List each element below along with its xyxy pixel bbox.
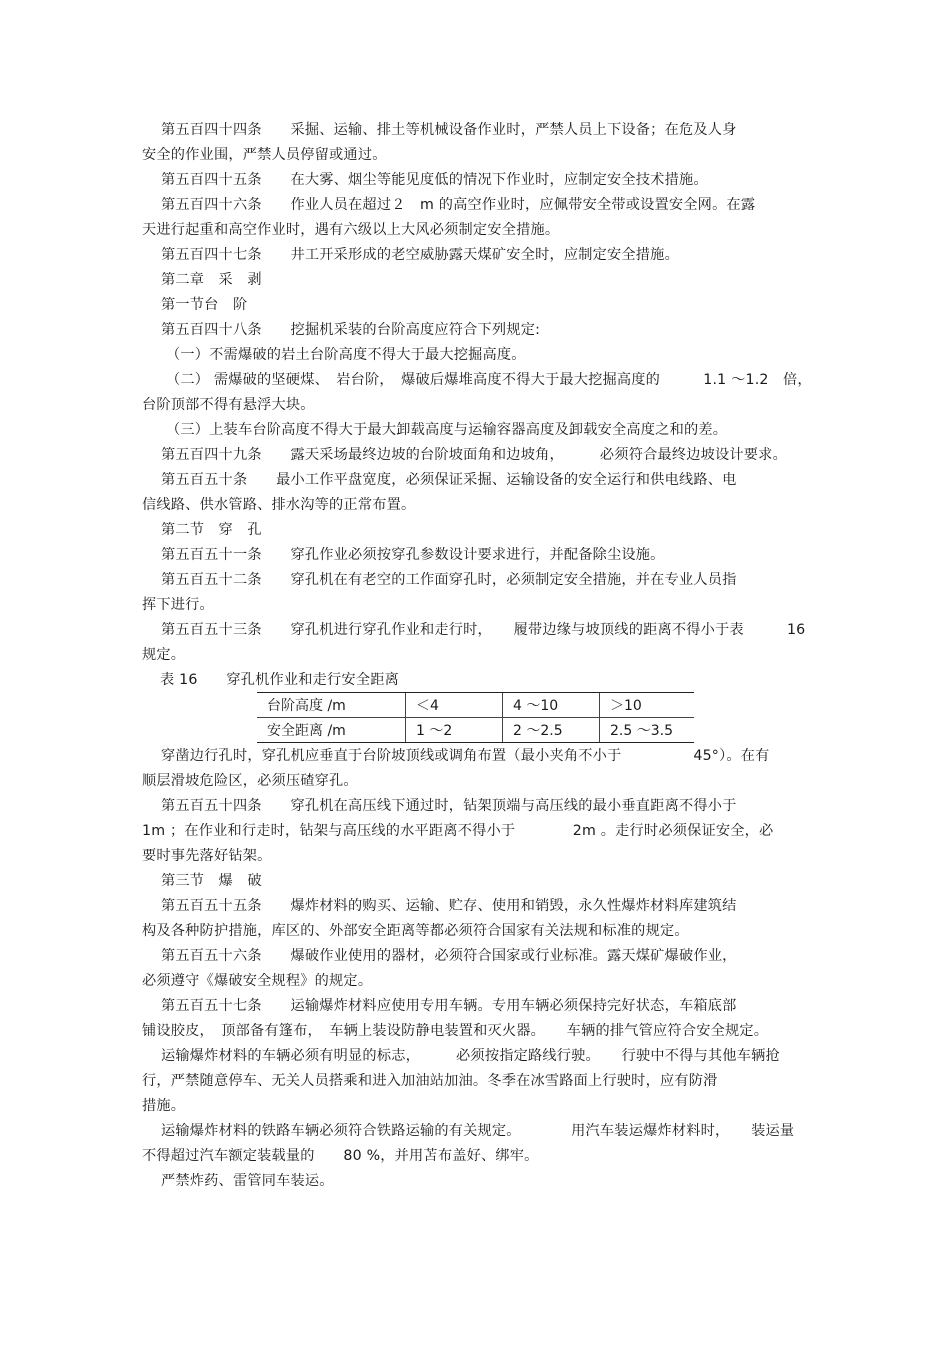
paragraph-line: 安全的作业围，严禁人员停留或通过。 bbox=[142, 147, 387, 163]
list-item: （一）不需爆破的岩土台阶高度不得大于最大挖掘高度。 bbox=[166, 347, 526, 363]
paragraph-line: 严禁炸药、雷管同车装运。 bbox=[161, 1173, 334, 1189]
paragraph-line: 要时事先落好钻架。 bbox=[142, 848, 272, 864]
paragraph-line: 第五百四十四条 采掘、运输、排土等机械设备作业时，严禁人员上下设备；在危及人身 bbox=[161, 122, 737, 138]
chapter-heading: 第二章 采 剥 bbox=[161, 272, 262, 288]
paragraph-line: 顺层滑坡危险区，必须压碴穿孔。 bbox=[142, 773, 358, 789]
paragraph-line: 运输爆炸材料的车辆必须有明显的标志， 必须按指定路线行驶。 行驶中不得与其他车辆抢 bbox=[161, 1048, 780, 1064]
list-item: （三）上装车台阶高度不得大于最大卸载高度与运输容器高度及卸载安全高度之和的差。 bbox=[166, 422, 728, 438]
table-cell: 1 ～2 bbox=[406, 718, 503, 743]
paragraph-line: 不得超过汽车额定装载量的 80 %，并用苫布盖好、绑牢。 bbox=[142, 1148, 539, 1164]
paragraph-line: 运输爆炸材料的铁路车辆必须符合铁路运输的有关规定。 用汽车装运爆炸材料时， 装运量 bbox=[161, 1123, 795, 1139]
paragraph-line: 第五百四十六条 作业人员在超过２ m 的高空作业时，应佩带安全带或设置安全网。在露 bbox=[161, 197, 756, 213]
paragraph-line: 台阶顶部不得有悬浮大块。 bbox=[142, 397, 315, 413]
paragraph-line: 第五百五十六条 爆破作业使用的器材，必须符合国家或行业标准。露天煤矿爆破作业， bbox=[161, 948, 737, 964]
paragraph-line: 第五百五十七条 运输爆炸材料应使用专用车辆。专用车辆必须保持完好状态，车箱底部 bbox=[161, 998, 737, 1014]
table-row bbox=[257, 718, 694, 743]
paragraph-line: 措施。 bbox=[142, 1098, 186, 1114]
table-cell: 安全距离 /m bbox=[257, 718, 406, 743]
paragraph-line: 构及各种防护措施，库区的、外部安全距离等都必须符合国家有关法规和标准的规定。 bbox=[142, 923, 689, 939]
paragraph-line: 必须遵守《爆破安全规程》的规定。 bbox=[142, 973, 373, 989]
table-cell: 2.5 ～3.5 bbox=[600, 718, 695, 743]
section-heading: 第三节 爆 破 bbox=[161, 873, 262, 889]
paragraph-line: 信线路、供水管路、排水沟等的正常布置。 bbox=[142, 497, 416, 513]
paragraph-line: 行，严禁随意停车、无关人员搭乘和进入加油站加油。冬季在冰雪路面上行驶时，应有防滑 bbox=[142, 1073, 718, 1089]
paragraph-line: 挥下进行。 bbox=[142, 597, 214, 613]
paragraph-line: 第五百五十三条 穿孔机进行穿孔作业和走行时， 履带边缘与坡顶线的距离不得小于表 16 bbox=[161, 622, 806, 638]
table-cell: ＞10 bbox=[600, 693, 695, 718]
paragraph-line: 规定。 bbox=[142, 647, 186, 663]
table-cell: 2 ～2.5 bbox=[503, 718, 600, 743]
paragraph-line: 第五百四十八条 挖掘机采装的台阶高度应符合下列规定: bbox=[161, 322, 541, 338]
paragraph-line: 第五百四十七条 井工开采形成的老空威胁露天煤矿安全时，应制定安全措施。 bbox=[161, 247, 679, 263]
table-cell: ＜4 bbox=[406, 693, 503, 718]
paragraph-line: 1m ；在作业和行走时，钻架与高压线的水平距离不得小于 2m 。走行时必须保证安全，必 bbox=[142, 823, 774, 839]
paragraph-line: 第五百五十条 最小工作平盘宽度，必须保证采掘、运输设备的安全运行和供电线路、电 bbox=[161, 472, 737, 488]
table-cell: 台阶高度 /m bbox=[257, 693, 406, 718]
table-row bbox=[257, 693, 694, 718]
paragraph-line: 第五百五十二条 穿孔机在有老空的工作面穿孔时，必须制定安全措施，并在专业人员指 bbox=[161, 572, 737, 588]
paragraph-line: 第五百四十九条 露天采场最终边坡的台阶坡面角和边坡角， 必须符合最终边坡设计要求。 bbox=[161, 447, 787, 463]
section-heading: 第一节台 阶 bbox=[161, 297, 248, 313]
paragraph-line: 第五百五十一条 穿孔作业必须按穿孔参数设计要求进行，并配备除尘设施。 bbox=[161, 547, 665, 563]
list-item: （二） 需爆破的坚硬煤、 岩台阶， 爆破后爆堆高度不得大于最大挖掘高度的 1.1 ～1.2 倍， bbox=[166, 372, 812, 388]
paragraph-line: 铺设胶皮， 顶部备有篷布， 车辆上装设防静电装置和灭火器。 车辆的排气管应符合安全规定。 bbox=[142, 1023, 769, 1039]
section-heading: 第二节 穿 孔 bbox=[161, 522, 262, 538]
paragraph-line: 第五百五十四条 穿孔机在高压线下通过时，钻架顶端与高压线的最小垂直距离不得小于 bbox=[161, 798, 737, 814]
paragraph-line: 穿凿边行孔时，穿孔机应垂直于台阶坡顶线或调角布置（最小夹角不小于 45°）。在有 bbox=[161, 748, 770, 764]
paragraph-line: 第五百五十五条 爆炸材料的购买、运输、贮存、使用和销毁，永久性爆炸材料库建筑结 bbox=[161, 898, 737, 914]
table-caption: 表 16 穿孔机作业和走行安全距离 bbox=[160, 672, 399, 688]
safety-distance-table bbox=[257, 692, 694, 743]
paragraph-line: 天进行起重和高空作业时，遇有六级以上大风必须制定安全措施。 bbox=[142, 222, 560, 238]
paragraph-line: 第五百四十五条 在大雾、烟尘等能见度低的情况下作业时，应制定安全技术措施。 bbox=[161, 172, 708, 188]
table-cell: 4 ～10 bbox=[503, 693, 600, 718]
